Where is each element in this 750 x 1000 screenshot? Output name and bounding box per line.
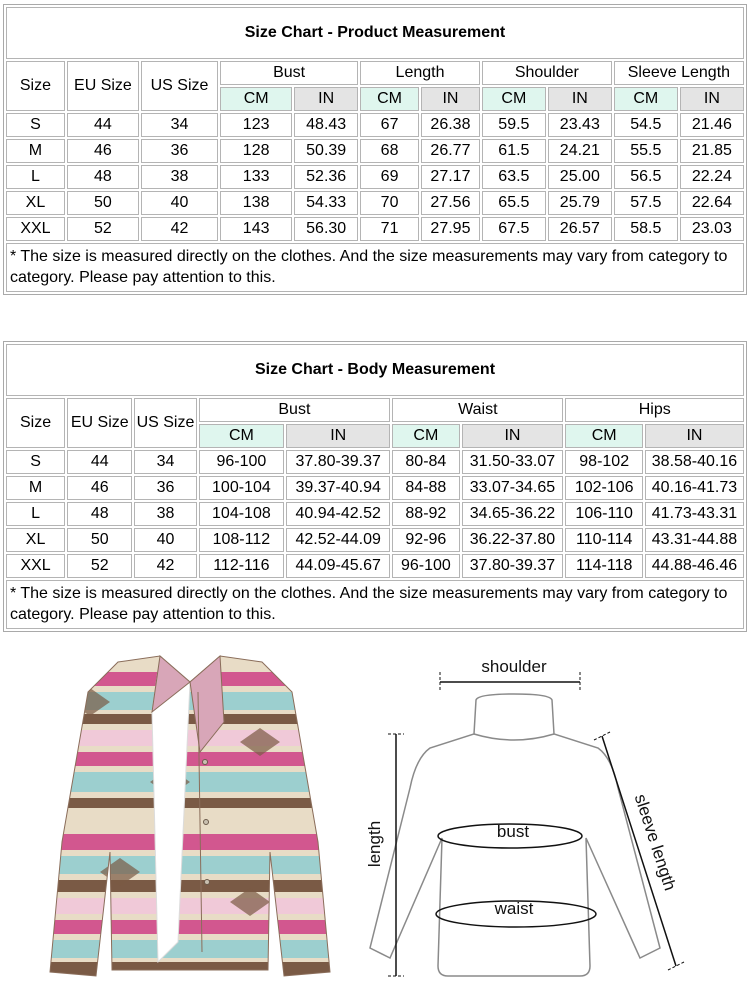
table-cell: 80-84 [392,450,459,474]
table-cell: L [6,165,65,189]
header-bust: Bust [199,398,391,422]
table-cell: 43.31-44.88 [645,528,744,552]
length-label: length [365,820,384,868]
table-cell: 58.5 [614,217,678,241]
shoulder-label: shoulder [481,657,547,676]
table-cell: 54.33 [294,191,358,215]
table-cell: 88-92 [392,502,459,526]
chart-title: Size Chart - Product Measurement [6,7,744,59]
table-cell: 24.21 [548,139,612,163]
chart-note: * The size is measured directly on the clothes. And the size measurements may vary from category to category. Please pay attention to this. [6,243,744,292]
waist-label: waist [494,899,534,918]
table-cell: 31.50-33.07 [462,450,564,474]
header-bust: Bust [220,61,358,85]
length-measure-line [388,734,404,976]
table-cell: M [6,139,65,163]
table-cell: 21.85 [680,139,744,163]
table-cell: 26.77 [421,139,480,163]
table-cell: 114-118 [565,554,642,578]
table-cell: 57.5 [614,191,678,215]
header-us-size: US Size [141,61,218,111]
table-cell: 22.64 [680,191,744,215]
table-row [6,450,744,474]
product-measurement-table [4,5,746,294]
table-cell: 46 [67,476,132,500]
table-row [6,165,744,189]
table-cell: 68 [360,139,419,163]
table-cell: 37.80-39.37 [286,450,390,474]
chart-note: * The size is measured directly on the clothes. And the size measurements may vary from category to category. Please pay attention to this. [6,580,744,629]
table-cell: 44 [67,450,132,474]
table-cell: XXL [6,554,65,578]
table-cell: 98-102 [565,450,642,474]
table-cell: 54.5 [614,113,678,137]
table-cell: XL [6,191,65,215]
table-cell: 26.57 [548,217,612,241]
table-cell: 143 [220,217,292,241]
table-cell: 27.17 [421,165,480,189]
unit-cm: CM [360,87,419,111]
table-cell: 42 [134,554,196,578]
table-cell: 39.37-40.94 [286,476,390,500]
table-cell: 23.03 [680,217,744,241]
table-cell: 46 [67,139,139,163]
table-cell: 50 [67,528,132,552]
header-us-size: US Size [134,398,196,448]
table-cell: 96-100 [199,450,285,474]
table-cell: 52.36 [294,165,358,189]
table-cell: 27.95 [421,217,480,241]
unit-cm: CM [220,87,292,111]
table-cell: 67.5 [482,217,546,241]
header-eu-size: EU Size [67,61,139,111]
table-cell: 41.73-43.31 [645,502,744,526]
table-cell: 112-116 [199,554,285,578]
unit-in: IN [645,424,744,448]
table-cell: 26.38 [421,113,480,137]
table-cell: 56.30 [294,217,358,241]
table-cell: 71 [360,217,419,241]
table-cell: 36.22-37.80 [462,528,564,552]
sleeve-length-measure-line [594,732,684,970]
table-row [6,476,744,500]
chart-title: Size Chart - Body Measurement [6,344,744,396]
table-cell: 21.46 [680,113,744,137]
table-cell: 52 [67,554,132,578]
table-cell: 92-96 [392,528,459,552]
table-cell: 27.56 [421,191,480,215]
unit-cm: CM [482,87,546,111]
table-cell: 102-106 [565,476,642,500]
table-cell: 104-108 [199,502,285,526]
table-row [6,113,744,137]
table-cell: 25.79 [548,191,612,215]
table-cell: XXL [6,217,65,241]
header-eu-size: EU Size [67,398,132,448]
table-cell: 63.5 [482,165,546,189]
table-cell: 69 [360,165,419,189]
header-waist: Waist [392,398,563,422]
table-cell: 40.94-42.52 [286,502,390,526]
header-size: Size [6,398,65,448]
unit-in: IN [294,87,358,111]
table-cell: 36 [141,139,218,163]
table-cell: 37.80-39.37 [462,554,564,578]
unit-in: IN [462,424,564,448]
table-row [6,502,744,526]
header-sleeve-length: Sleeve Length [614,61,744,85]
bust-label: bust [496,822,530,841]
table-row [6,217,744,241]
table-cell: S [6,450,65,474]
table-cell: 84-88 [392,476,459,500]
table-cell: 44.88-46.46 [645,554,744,578]
unit-cm: CM [614,87,678,111]
header-shoulder: Shoulder [482,61,612,85]
table-row [6,528,744,552]
table-cell: 67 [360,113,419,137]
table-cell: 138 [220,191,292,215]
table-cell: 61.5 [482,139,546,163]
table-cell: 34.65-36.22 [462,502,564,526]
table-cell: 123 [220,113,292,137]
body-measurement-table [4,342,746,631]
body-measurement-chart [3,341,747,632]
table-cell: 42 [141,217,218,241]
unit-cm: CM [565,424,642,448]
jacket-product-image [40,652,340,982]
header-hips: Hips [565,398,744,422]
header-size: Size [6,61,65,111]
unit-in: IN [286,424,390,448]
table-cell: 36 [134,476,196,500]
product-measurement-chart [3,4,747,295]
table-cell: 38.58-40.16 [645,450,744,474]
table-cell: 44 [67,113,139,137]
table-cell: 38 [134,502,196,526]
table-cell: 48.43 [294,113,358,137]
table-cell: 55.5 [614,139,678,163]
table-cell: 133 [220,165,292,189]
table-cell: 48 [67,502,132,526]
table-cell: 38 [141,165,218,189]
unit-in: IN [680,87,744,111]
unit-cm: CM [392,424,459,448]
table-cell: 110-114 [565,528,642,552]
table-cell: 50.39 [294,139,358,163]
table-cell: 100-104 [199,476,285,500]
table-cell: 96-100 [392,554,459,578]
table-cell: 40 [141,191,218,215]
table-cell: 42.52-44.09 [286,528,390,552]
table-cell: 34 [134,450,196,474]
table-cell: 59.5 [482,113,546,137]
table-cell: 106-110 [565,502,642,526]
table-cell: 108-112 [199,528,285,552]
unit-cm: CM [199,424,285,448]
table-cell: XL [6,528,65,552]
table-cell: L [6,502,65,526]
measurement-diagram [350,648,746,988]
sleeve-length-label: sleeve length [630,791,680,893]
table-cell: 44.09-45.67 [286,554,390,578]
unit-in: IN [548,87,612,111]
table-cell: 40.16-41.73 [645,476,744,500]
unit-in: IN [421,87,480,111]
table-cell: M [6,476,65,500]
table-cell: 70 [360,191,419,215]
table-cell: 48 [67,165,139,189]
table-cell: 50 [67,191,139,215]
table-row [6,139,744,163]
header-length: Length [360,61,480,85]
table-cell: S [6,113,65,137]
table-cell: 56.5 [614,165,678,189]
table-cell: 34 [141,113,218,137]
table-cell: 40 [134,528,196,552]
table-row [6,554,744,578]
table-cell: 33.07-34.65 [462,476,564,500]
table-row [6,191,744,215]
table-cell: 52 [67,217,139,241]
table-cell: 128 [220,139,292,163]
table-cell: 25.00 [548,165,612,189]
table-cell: 22.24 [680,165,744,189]
table-cell: 65.5 [482,191,546,215]
table-cell: 23.43 [548,113,612,137]
